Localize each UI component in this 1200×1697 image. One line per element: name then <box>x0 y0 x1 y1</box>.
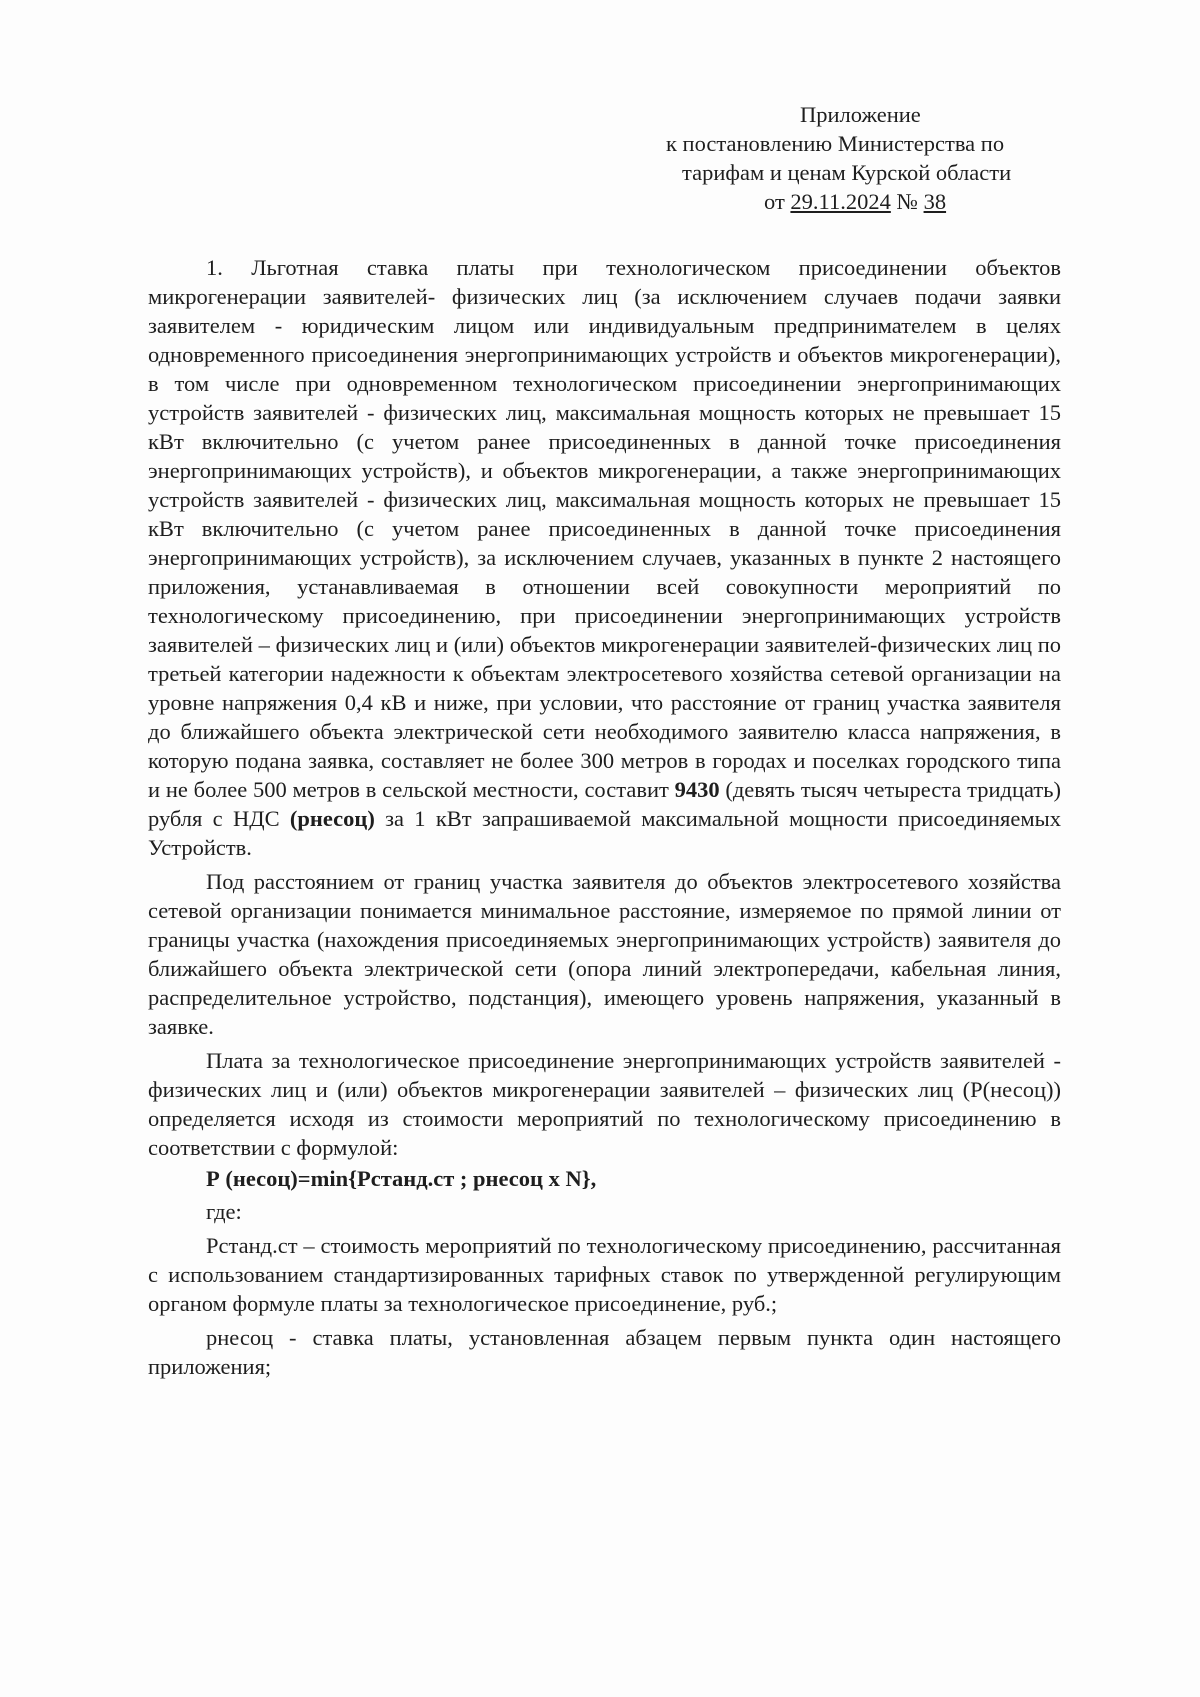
paragraph-1-text-a: 1. Льготная ставка платы при технологическом присоединении объектов микрогенерации заявителей- физических лиц (за исключением случаев подачи заявки заявителем - юридическим лицом или индивидуальным предпринимателем в целях одновременного присоединения энергопринимающих устройств и объектов микрогенерации), в том числе при одновременном технологическом присоединении энергопринимающих устройств заявителей - физических лиц, максимальная мощность которых не превышает 15 кВт включительно (с учетом ранее присоединенных в данной точке присоединения энергопринимающих устройств), и объектов микрогенерации, а также энергопринимающих устройств заявителей - физических лиц, максимальная мощность которых не превышает 15 кВт включительно (с учетом ранее присоединенных в данной точке присоединения энергопринимающих устройств), за исключением случаев, указанных в пункте 2 настоящего приложения, устанавливаемая в отношении всей совокупности мероприятий по технологическому присоединению, при присоединении энергопринимающих устройств заявителей – физических лиц и (или) объектов микрогенерации заявителей-физических лиц по третьей категории надежности к объектам электросетевого хозяйства сетевой организации на уровне напряжения 0,4 кВ и ниже, при условии, что расстояние от границ участка заявителя до ближайшего объекта электрической сети необходимого заявителю класса напряжения, в которую подана заявка, составляет не более 300 метров в городах и поселках городского типа и не более 500 метров в сельской местности, составит <box>148 255 1061 802</box>
appendix-subtitle-line-2: тарифам и ценам Курской области <box>682 160 1012 185</box>
date-prefix: от <box>764 189 791 214</box>
decree-date: 29.11.2024 <box>790 189 891 214</box>
paragraph-1-text-c: за 1 кВт запрашиваемой максимальной мощности присоединяемых Устройств. <box>148 806 1061 860</box>
paragraph-5: рнесоц - ставка платы, установленная абзацем первым пункта один настоящего приложения; <box>148 1325 1061 1379</box>
formula-where: где: <box>206 1199 242 1224</box>
paragraph-2: Под расстоянием от границ участка заявителя до объектов электросетевого хозяйства сетевой организации понимается минимальное расстояние, измеряемое по прямой линии от границы участка (нахождения присоединяемых энергопринимающих устройств) заявителя до ближайшего объекта электрической сети (опора линий электропередачи, кабельная линия, распределительное устройство, подстанция), имеющего уровень напряжения, указанный в заявке. <box>148 869 1061 1039</box>
rate-code: (рнесоц) <box>289 806 375 831</box>
appendix-subtitle-line-1: к постановлению Министерства по <box>666 131 1005 156</box>
paragraph-1 <box>148 253 1061 862</box>
decree-number: 38 <box>923 189 947 214</box>
document-body <box>148 253 1061 1381</box>
number-prefix: № <box>890 189 924 214</box>
paragraph-3: Плата за технологическое присоединение энергопринимающих устройств заявителей - физических лиц и (или) объектов микрогенерации заявителей – физических лиц (Р(несоц)) определяется исходя из стоимости мероприятий по технологическому присоединению в соответствии с формулой: <box>148 1048 1061 1160</box>
paragraph-4: Рстанд.ст – стоимость мероприятий по технологическому присоединению, рассчитанная с использованием стандартизированных тарифных ставок по утвержденной регулирующим органом формуле платы за технологическое присоединение, руб.; <box>148 1233 1061 1316</box>
appendix-date-line <box>660 187 1080 216</box>
paragraph-1-text-b: (девять тысяч четыреста тридцать) рубля с НДС <box>148 777 1061 831</box>
fee-formula: Р (несоц)=min{Рстанд.ст ; рнесоц x N}, <box>206 1166 597 1191</box>
appendix-title: Приложение <box>800 102 921 127</box>
appendix-header <box>660 100 1080 216</box>
rate-amount: 9430 <box>674 777 720 802</box>
